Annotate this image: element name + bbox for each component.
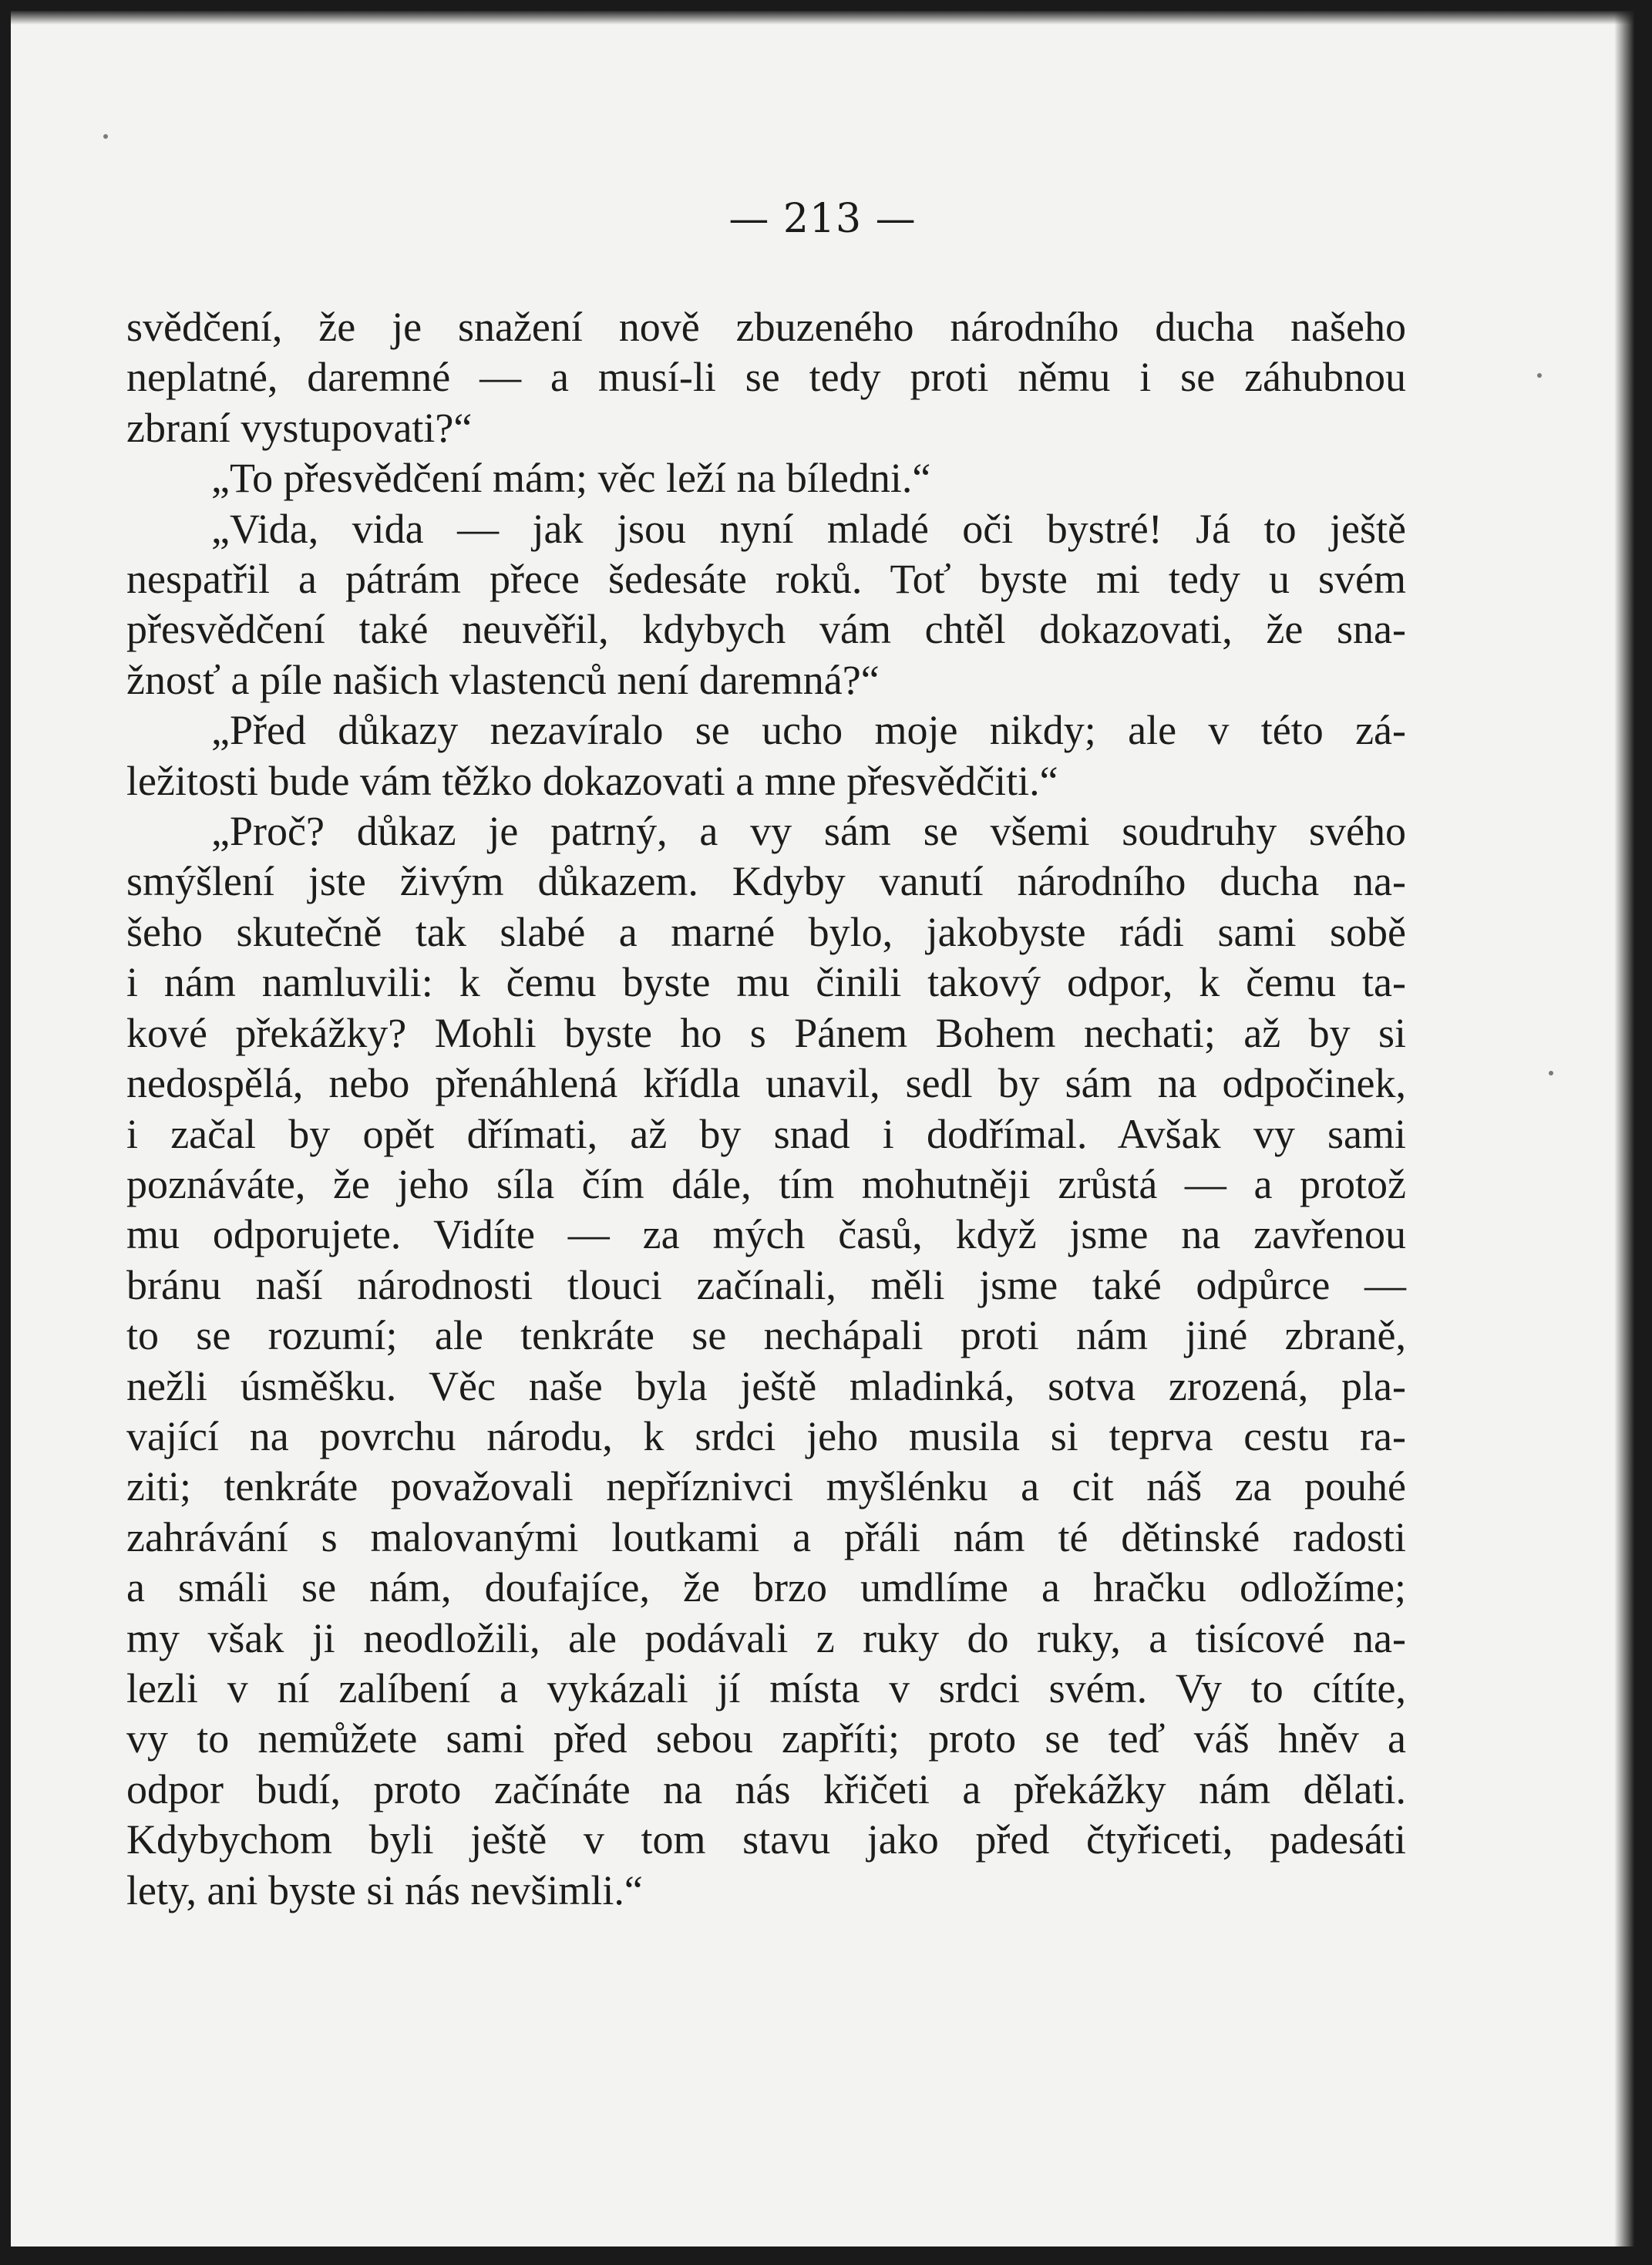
text-line: odpor budí, proto začínáte na nás křičeti a překážky nám dělati. bbox=[126, 1765, 1406, 1812]
paragraph bbox=[126, 302, 1406, 453]
text-line: nespatřil a pátrám přece šedesáte roků. Toť byste mi tedy u svém bbox=[126, 556, 1406, 603]
paper-speck bbox=[103, 134, 108, 139]
page-edge-shadow-top bbox=[11, 11, 1634, 25]
page-number: — 213 — bbox=[728, 196, 917, 242]
book-page bbox=[11, 11, 1634, 2246]
paper-speck bbox=[1537, 373, 1542, 378]
paragraph bbox=[126, 453, 1406, 503]
text-line: vající na povrchu národu, k srdci jeho musila si teprva cestu ra- bbox=[126, 1412, 1406, 1459]
text-line: nežli úsměšku. Věc naše byla ještě mladinká, sotva zrozená, pla- bbox=[126, 1362, 1406, 1409]
text-line: i nám namluvili: k čemu byste mu činili takový odpor, k čemu ta- bbox=[126, 959, 1406, 1006]
text-line: nedospělá, nebo přenáhlená křídla unavil, sedl by sám na odpočinek, bbox=[126, 1060, 1406, 1107]
text-line: lezli v ní zalíbení a vykázali jí místa v srdci svém. Vy to cítíte, bbox=[126, 1664, 1406, 1711]
text-line: to se rozumí; ale tenkráte se nechápali proti nám jiné zbraně, bbox=[126, 1312, 1406, 1359]
text-line: i začal by opět dřímati, až by snad i dodřímal. Avšak vy sami bbox=[126, 1110, 1406, 1157]
text-line: mu odporujete. Vidíte — za mých časů, když jsme na zavřenou bbox=[126, 1211, 1406, 1258]
text-line: žnosť a píle našich vlastenců není daremná?“ bbox=[126, 656, 880, 703]
text-line: bránu naší národnosti tlouci začínali, měli jsme také odpůrce — bbox=[126, 1261, 1406, 1308]
text-line: my však ji neodložili, ale podávali z ruky do ruky, a tisícové na- bbox=[126, 1614, 1406, 1661]
text-line: „Před důkazy nezavíralo se ucho moje nikdy; ale v této zá- bbox=[211, 707, 1406, 754]
text-line: a smáli se nám, doufajíce, že brzo umdlíme a hračku odložíme; bbox=[126, 1564, 1406, 1611]
text-line: šeho skutečně tak slabé a marné bylo, jakobyste rádi sami sobě bbox=[126, 908, 1406, 955]
text-line: poznáváte, že jeho síla čím dále, tím mohutněji zrůstá — a protož bbox=[126, 1160, 1406, 1207]
text-line: „Proč? důkaz je patrný, a vy sám se všemi soudruhy svého bbox=[211, 808, 1406, 855]
text-line: zbraní vystupovati?“ bbox=[126, 404, 473, 451]
page-edge-shadow-right bbox=[1614, 11, 1634, 2246]
text-line: neplatné, daremné — a musí-li se tedy proti němu i se záhubnou bbox=[126, 354, 1406, 401]
text-line: ziti; tenkráte považovali nepříznivci myšlénku a cit náš za pouhé bbox=[126, 1463, 1406, 1510]
text-line: lety, ani byste si nás nevšimli.“ bbox=[126, 1866, 643, 1913]
text-line: smýšlení jste živým důkazem. Kdyby vanutí národního ducha na- bbox=[126, 858, 1406, 905]
text-line: vy to nemůžete sami před sebou zapříti; proto se teď váš hněv a bbox=[126, 1715, 1406, 1762]
paragraph bbox=[126, 504, 1406, 706]
text-line: Kdybychom byli ještě v tom stavu jako před čtyřiceti, padesáti bbox=[126, 1816, 1406, 1863]
paragraph bbox=[126, 806, 1406, 1916]
text-line: zahrávání s malovanými loutkami a přáli nám té dětinské radosti bbox=[126, 1513, 1406, 1560]
text-line: ležitosti bude vám těžko dokazovati a mne přesvědčiti.“ bbox=[126, 757, 1058, 804]
paragraph bbox=[126, 705, 1406, 806]
body-text bbox=[126, 302, 1406, 1916]
text-line: svědčení, že je snažení nově zbuzeného národního ducha našeho bbox=[126, 304, 1406, 350]
text-line: přesvědčení také neuvěřil, kdybych vám chtěl dokazovati, že sna- bbox=[126, 606, 1406, 653]
text-line: „To přesvědčení mám; věc leží na bíledni.“ bbox=[211, 455, 931, 502]
text-line: kové překážky? Mohli byste ho s Pánem Bohem nechati; až by si bbox=[126, 1009, 1406, 1056]
paper-speck bbox=[1549, 1071, 1553, 1075]
text-line: „Vida, vida — jak jsou nyní mladé oči bystré! Já to ještě bbox=[211, 505, 1406, 552]
